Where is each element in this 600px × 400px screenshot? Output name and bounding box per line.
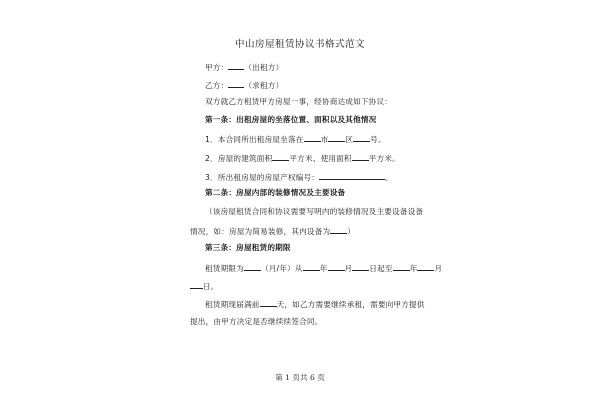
- start-year-blank: [303, 262, 320, 271]
- party-a-line: [205, 61, 283, 73]
- start-day: 日起至: [369, 264, 393, 273]
- equipment-text: 情况，如：房屋为简易装修，其内设备为: [190, 227, 331, 236]
- end-year-blank: [393, 262, 410, 271]
- section1-item2: [205, 152, 400, 164]
- party-b-line: [205, 79, 283, 91]
- equipment-end: ）: [347, 227, 356, 236]
- item2-unit: 平方米。: [368, 154, 400, 163]
- party-b-label: 乙方：: [205, 81, 229, 90]
- number-blank: [353, 133, 370, 142]
- section2-para-line2: [190, 225, 355, 237]
- term-text: 租赁期限为: [205, 264, 244, 273]
- term-length-blank: [244, 262, 261, 271]
- section3-renew-line2: 提出，由甲方决定是否继续续签合同。: [190, 317, 323, 326]
- party-a-blank: [228, 61, 244, 70]
- item1-district: 区: [345, 135, 354, 144]
- section2-para-line1: （该房屋租赁合同和协议需要写明内的装修情况及主要设备设备: [205, 207, 424, 216]
- item3-text: 3．所出租房屋的房屋产权编号：: [205, 173, 320, 182]
- intro-text: 双方就乙方租赁甲方房屋一事，经协商达成如下协议：: [205, 97, 393, 106]
- party-b-blank: [228, 79, 244, 88]
- renew-days-blank: [260, 298, 277, 307]
- item1-number: 号。: [370, 135, 386, 144]
- equipment-blank: [330, 225, 347, 234]
- section3-term-line2: [190, 280, 219, 292]
- section1-item3: [205, 171, 393, 183]
- use-area-blank: [352, 152, 369, 161]
- district-blank: [328, 133, 345, 142]
- start-month-blank: [328, 262, 345, 271]
- section3-term-line1: [205, 262, 442, 274]
- section2-heading: 第二条：房屋内部的装修情况及主要设备: [205, 188, 346, 197]
- section1-item1: [205, 133, 386, 145]
- section3-heading: 第三条：房屋租赁的期限: [205, 243, 291, 252]
- end-day: 日。: [203, 282, 219, 291]
- party-a-role: （出租方）: [244, 63, 284, 72]
- start-month: 月: [344, 264, 353, 273]
- party-a-label: 甲方：: [205, 63, 229, 72]
- start-year: 年: [319, 264, 328, 273]
- end-year: 年: [409, 264, 418, 273]
- end-day-blank: [190, 280, 203, 289]
- item3-end: 。: [385, 173, 393, 182]
- section1-heading: 第一条：出租房屋的坐落位置、面积以及其他情况: [205, 115, 377, 124]
- building-area-blank: [272, 152, 289, 161]
- document-title: 中山房屋租赁协议书格式范文: [234, 39, 365, 50]
- renew-text-2: 天，如乙方需要继续承租，需要向甲方提供: [276, 300, 425, 309]
- renew-text: 租赁期现届满前: [205, 300, 260, 309]
- section3-renew-line1: [205, 298, 425, 310]
- start-day-blank: [352, 262, 369, 271]
- item1-city: 市: [320, 135, 329, 144]
- item1-text: 1．本合同所出租房屋坐落在: [205, 135, 304, 144]
- page-footer: 第 1 页共 6 页: [275, 373, 325, 382]
- term-unit: （月/年）从: [260, 264, 303, 273]
- item2-text: 2．房屋的建筑面积: [205, 154, 273, 163]
- party-b-role: （求租方）: [244, 81, 284, 90]
- end-month-blank: [417, 262, 434, 271]
- end-month: 月: [434, 264, 443, 273]
- item2-use-area: 平方米、使用面积: [289, 154, 352, 163]
- property-number-blank: [319, 171, 385, 180]
- city-blank: [304, 133, 321, 142]
